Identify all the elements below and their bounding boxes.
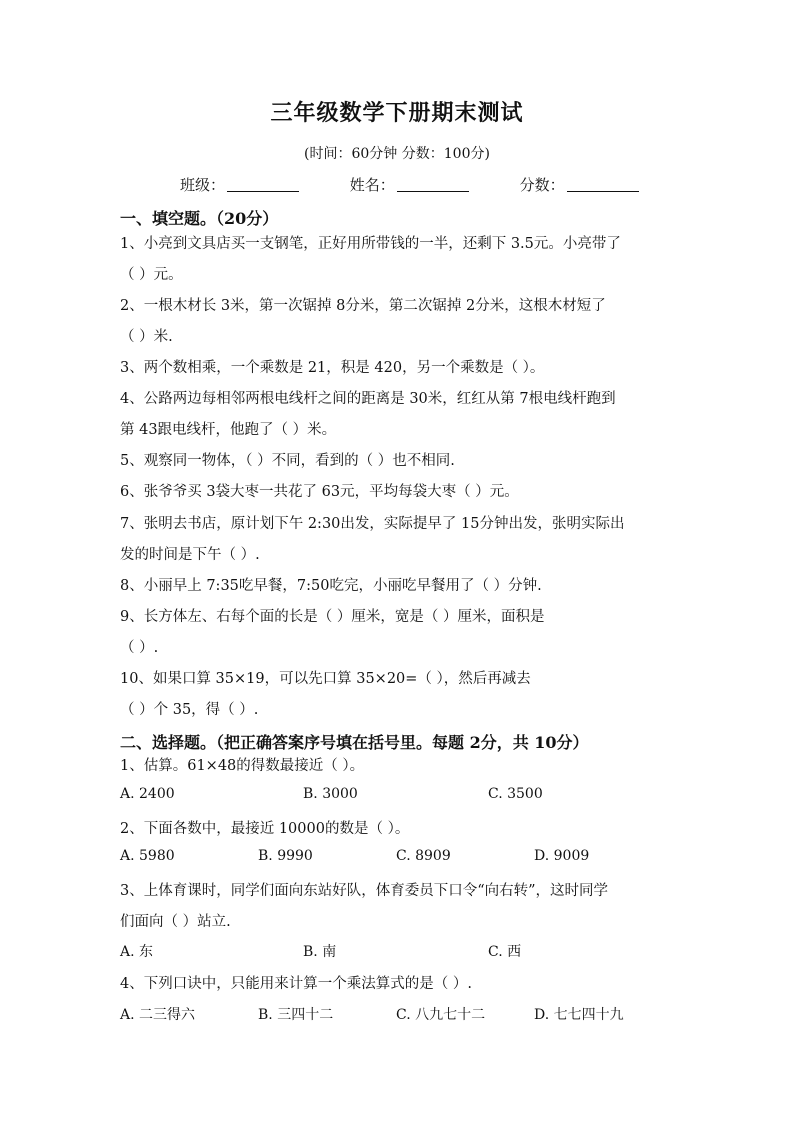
- choice-option[interactable]: A. 2400: [120, 786, 175, 802]
- choice-question: 4、下列口诀中，只能用来计算一个乘法算式的是（ ）.: [120, 976, 472, 992]
- choice-option[interactable]: A. 5980: [120, 848, 175, 864]
- name-field: 姓名：: [350, 174, 469, 195]
- question-line: （ ）个 35，得（ ）.: [120, 702, 259, 718]
- choice-question: 3、上体育课时，同学们面向东站好队，体育委员下口令“向右转”，这时同学: [120, 883, 609, 899]
- score-field: 分数：: [520, 174, 639, 195]
- question-line: （ ）.: [120, 640, 159, 656]
- choice-question: 1、估算。61×48的得数最接近（ ）。: [120, 758, 365, 774]
- question-line: 2、一根木材长 3米，第一次锯掉 8分米，第二次锯掉 2分米，这根木材短了: [120, 298, 606, 314]
- choice-option[interactable]: A. 东: [120, 944, 154, 960]
- question-line: 7、张明去书店，原计划下午 2:30出发，实际提早了 15分钟出发，张明实际出: [120, 516, 625, 532]
- question-line: 6、张爷爷买 3袋大枣一共花了 63元，平均每袋大枣（ ）元。: [120, 484, 519, 500]
- question-line: 第 43跟电线杆，他跑了（ ）米。: [120, 422, 337, 438]
- choice-option[interactable]: B. 9990: [258, 848, 313, 864]
- choice-option[interactable]: A. 二三得六: [120, 1007, 196, 1023]
- choice-option[interactable]: B. 三四十二: [258, 1007, 334, 1023]
- choice-question: 2、下面各数中，最接近 10000的数是（ ）。: [120, 821, 410, 837]
- choice-option[interactable]: C. 3500: [488, 786, 543, 802]
- choice-option[interactable]: C. 西: [488, 944, 522, 960]
- question-line: 8、小丽早上 7:35吃早餐，7:50吃完，小丽吃早餐用了（ ）分钟.: [120, 578, 542, 594]
- question-line: （ ）米.: [120, 329, 173, 345]
- question-line: 10、如果口算 35×19，可以先口算 35×20=（ ），然后再减去: [120, 671, 531, 687]
- score-blank[interactable]: [567, 177, 639, 192]
- choice-option[interactable]: C. 8909: [396, 848, 451, 864]
- choice-option[interactable]: D. 9009: [534, 848, 590, 864]
- question-line: （ ）元。: [120, 267, 183, 283]
- choice-option[interactable]: D. 七七四十九: [534, 1007, 624, 1023]
- page-title: 三年级数学下册期末测试: [270, 100, 524, 126]
- choice-option[interactable]: C. 八九七十二: [396, 1007, 486, 1023]
- exam-info: (时间：60分钟 分数：100分): [304, 146, 490, 162]
- question-line: 1、小亮到文具店买一支钢笔，正好用所带钱的一半，还剩下 3.5元。小亮带了: [120, 236, 621, 252]
- question-line: 5、观察同一物体，（ ）不同，看到的（ ）也不相同.: [120, 453, 455, 469]
- question-line: 4、公路两边每相邻两根电线杆之间的距离是 30米，红红从第 7根电线杆跑到: [120, 391, 616, 407]
- section1-heading: 一、填空题。（20分）: [120, 209, 279, 228]
- choice-option[interactable]: B. 3000: [303, 786, 358, 802]
- student-info-fields: [180, 174, 685, 195]
- class-field: 班级：: [180, 174, 299, 195]
- name-blank[interactable]: [397, 177, 469, 192]
- section2-heading: 二、选择题。（把正确答案序号填在括号里。每题 2分，共 10分）: [120, 733, 589, 752]
- question-line: 9、长方体左、右每个面的长是（ ）厘米，宽是（ ）厘米，面积是: [120, 609, 545, 625]
- class-blank[interactable]: [227, 177, 299, 192]
- choice-question-cont: 们面向（ ）站立.: [120, 914, 231, 930]
- question-line: 发的时间是下午（ ）.: [120, 547, 260, 563]
- choice-option[interactable]: B. 南: [303, 944, 337, 960]
- question-line: 3、两个数相乘，一个乘数是 21，积是 420，另一个乘数是（ ）。: [120, 360, 545, 376]
